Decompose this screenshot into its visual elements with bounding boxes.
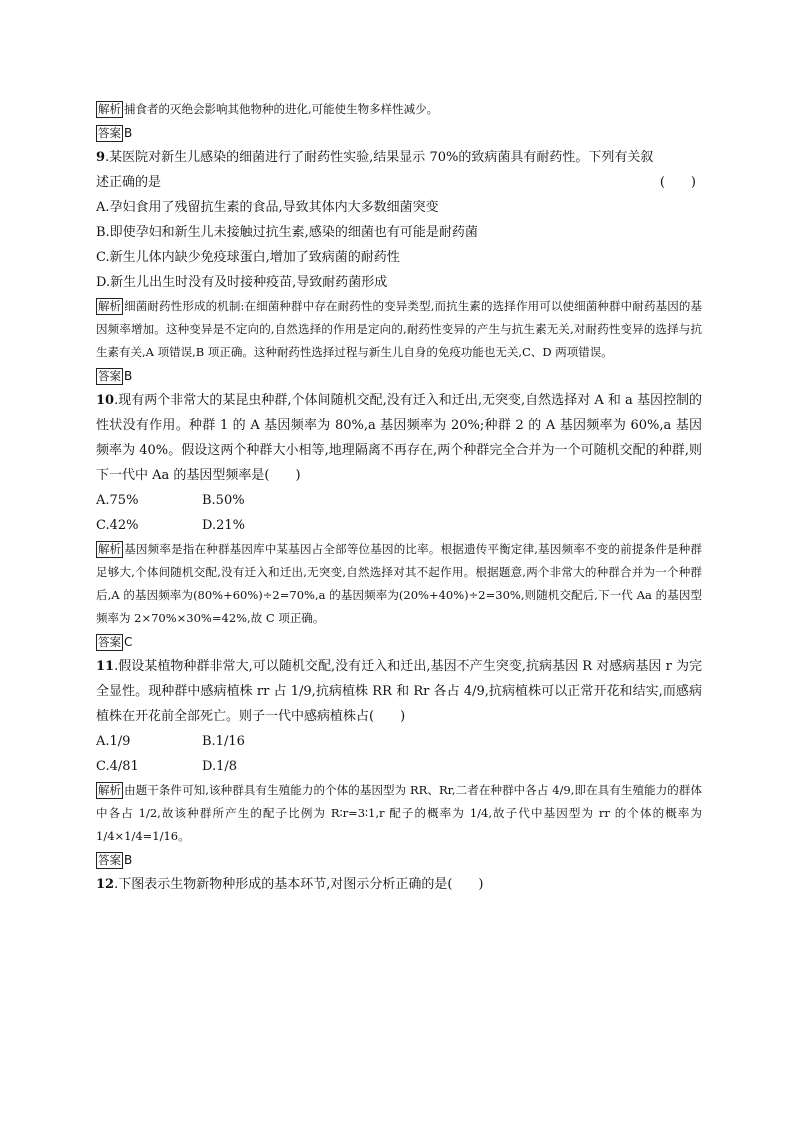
explanation-tag: 解析 [98,299,121,313]
answer-tag: 答案 [98,126,121,140]
q11-option-d: D.1/8 [202,759,238,774]
q9-explanation-text: 细菌耐药性形成的机制:在细菌种群中存在耐药性的变异类型,而抗生素的选择作用可以使细菌种群中耐药基因的基因频率增加。这种变异是不定向的,自然选择的作用是定向的,耐药性变异的产生与抗生素无关,对耐药性变异的选择与抗生素有关,A 项错误,B 项正确。这种耐药性选择过程与新生儿自身的免疫功能也无关,C、D 两项错误。 [96,299,702,359]
q10-option-c: C.42% [96,518,139,533]
q10-answer [96,630,702,654]
q11-options-row-1 [96,729,702,754]
q10-option-a: A.75% [96,493,139,508]
q8-answer-value: B [124,126,133,140]
q12-stem [96,872,702,897]
q9-stem-line2: 述正确的是 [96,175,162,190]
q10-option-b: B.50% [202,493,245,508]
q9-stem [96,145,702,170]
q11-option-c: C.4/81 [96,759,139,774]
answer-tag: 答案 [98,635,121,649]
q9-option-a: A.孕妇食用了残留抗生素的食品,导致其体内大多数细菌突变 [96,200,439,215]
q9-answer-paren: ( ) [659,175,696,190]
q8-answer [96,121,702,145]
explanation-tag: 解析 [98,542,121,556]
q12-stem-text: .下图表示生物新物种形成的基本环节,对图示分析正确的是( ) [114,877,484,892]
page-content [96,96,702,897]
q12-number: 12 [96,877,115,892]
q9-stem-line2-row [96,170,702,195]
q9-answer [96,364,702,388]
q9-option-c: C.新生儿体内缺少免疫球蛋白,增加了致病菌的耐药性 [96,250,400,265]
q8-explanation [96,98,702,121]
q11-number: 11 [96,659,115,674]
explanation-tag: 解析 [98,783,121,797]
q11-stem-text: .假设某植物种群非常大,可以随机交配,没有迁入和迁出,基因不产生突变,抗病基因 R 对感病基因 r 为完全显性。现种群中感病植株 rr 占 1/9,抗病植株 RR 和 Rr 各占 4/9,抗病植株可以正常开花和结实,而感病植株在开花前全部死亡。则子一代中感病植株占( ) [96,659,702,724]
q9-answer-value: B [124,369,133,383]
q11-explanation-text: 由题干条件可知,该种群具有生殖能力的个体的基因型为 RR、Rr,二者在种群中各占 4/9,即在具有生殖能力的群体中各占 1/2,故该种群所产生的配子比例为 R∶r=3∶1,r 配子的概率为 1/4,故子代中基因型为 rr 的个体的概率为 1/4×1/4=1/16。 [96,783,702,843]
q10-option-d: D.21% [202,518,245,533]
q10-answer-value: C [124,635,133,649]
q11-option-a: A.1/9 [96,734,131,749]
q11-answer [96,848,702,872]
q10-explanation-text: 基因频率是指在种群基因库中某基因占全部等位基因的比率。根据遗传平衡定律,基因频率不变的前提条件是种群足够大,个体间随机交配,没有迁入和迁出,无突变,自然选择对其不起作用。根据题意,两个非常大的种群合并为一个种群后,A 的基因频率为(80%+60%)÷2=70%,a 的基因频率为(20%+40%)÷2=30%,则随机交配后,下一代 Aa 的基因型频率为 2×70%×30%=42%,故 C 项正确。 [96,542,702,625]
q8-explanation-text: 捕食者的灭绝会影响其他物种的进化,可能使生物多样性减少。 [124,102,439,116]
explanation-tag: 解析 [98,102,121,116]
q11-answer-value: B [124,853,133,867]
q10-number: 10 [96,393,115,408]
q10-stem-text: .现有两个非常大的某昆虫种群,个体间随机交配,没有迁入和迁出,无突变,自然选择对 A 和 a 基因控制的性状没有作用。种群 1 的 A 基因频率为 80%,a 基因频率为 20%;种群 2 的 A 基因频率为 60%,a 基因频率为 40%。假设这两个种群大小相等,地理隔离不再存在,两个种群完全合并为一个可随机交配的种群,则下一代中 Aa 的基因型频率是( ) [96,393,702,483]
answer-tag: 答案 [98,853,121,867]
q11-stem [96,654,702,729]
q9-option-b: B.即使孕妇和新生儿未接触过抗生素,感染的细菌也有可能是耐药菌 [96,225,478,240]
q9-number: 9 [96,150,106,165]
q9-stem-line1: .某医院对新生儿感染的细菌进行了耐药性实验,结果显示 70%的致病菌具有耐药性。下列有关叙 [105,150,654,165]
q11-option-b: B.1/16 [202,734,245,749]
q9-option-d: D.新生儿出生时没有及时接种疫苗,导致耐药菌形成 [96,275,388,290]
answer-tag: 答案 [98,369,121,383]
q11-options-row-2 [96,754,702,779]
q10-stem [96,388,702,488]
q10-explanation [96,538,702,630]
q10-options-row-2 [96,513,702,538]
q9-explanation [96,295,702,364]
q11-explanation [96,779,702,848]
q10-options-row-1 [96,488,702,513]
